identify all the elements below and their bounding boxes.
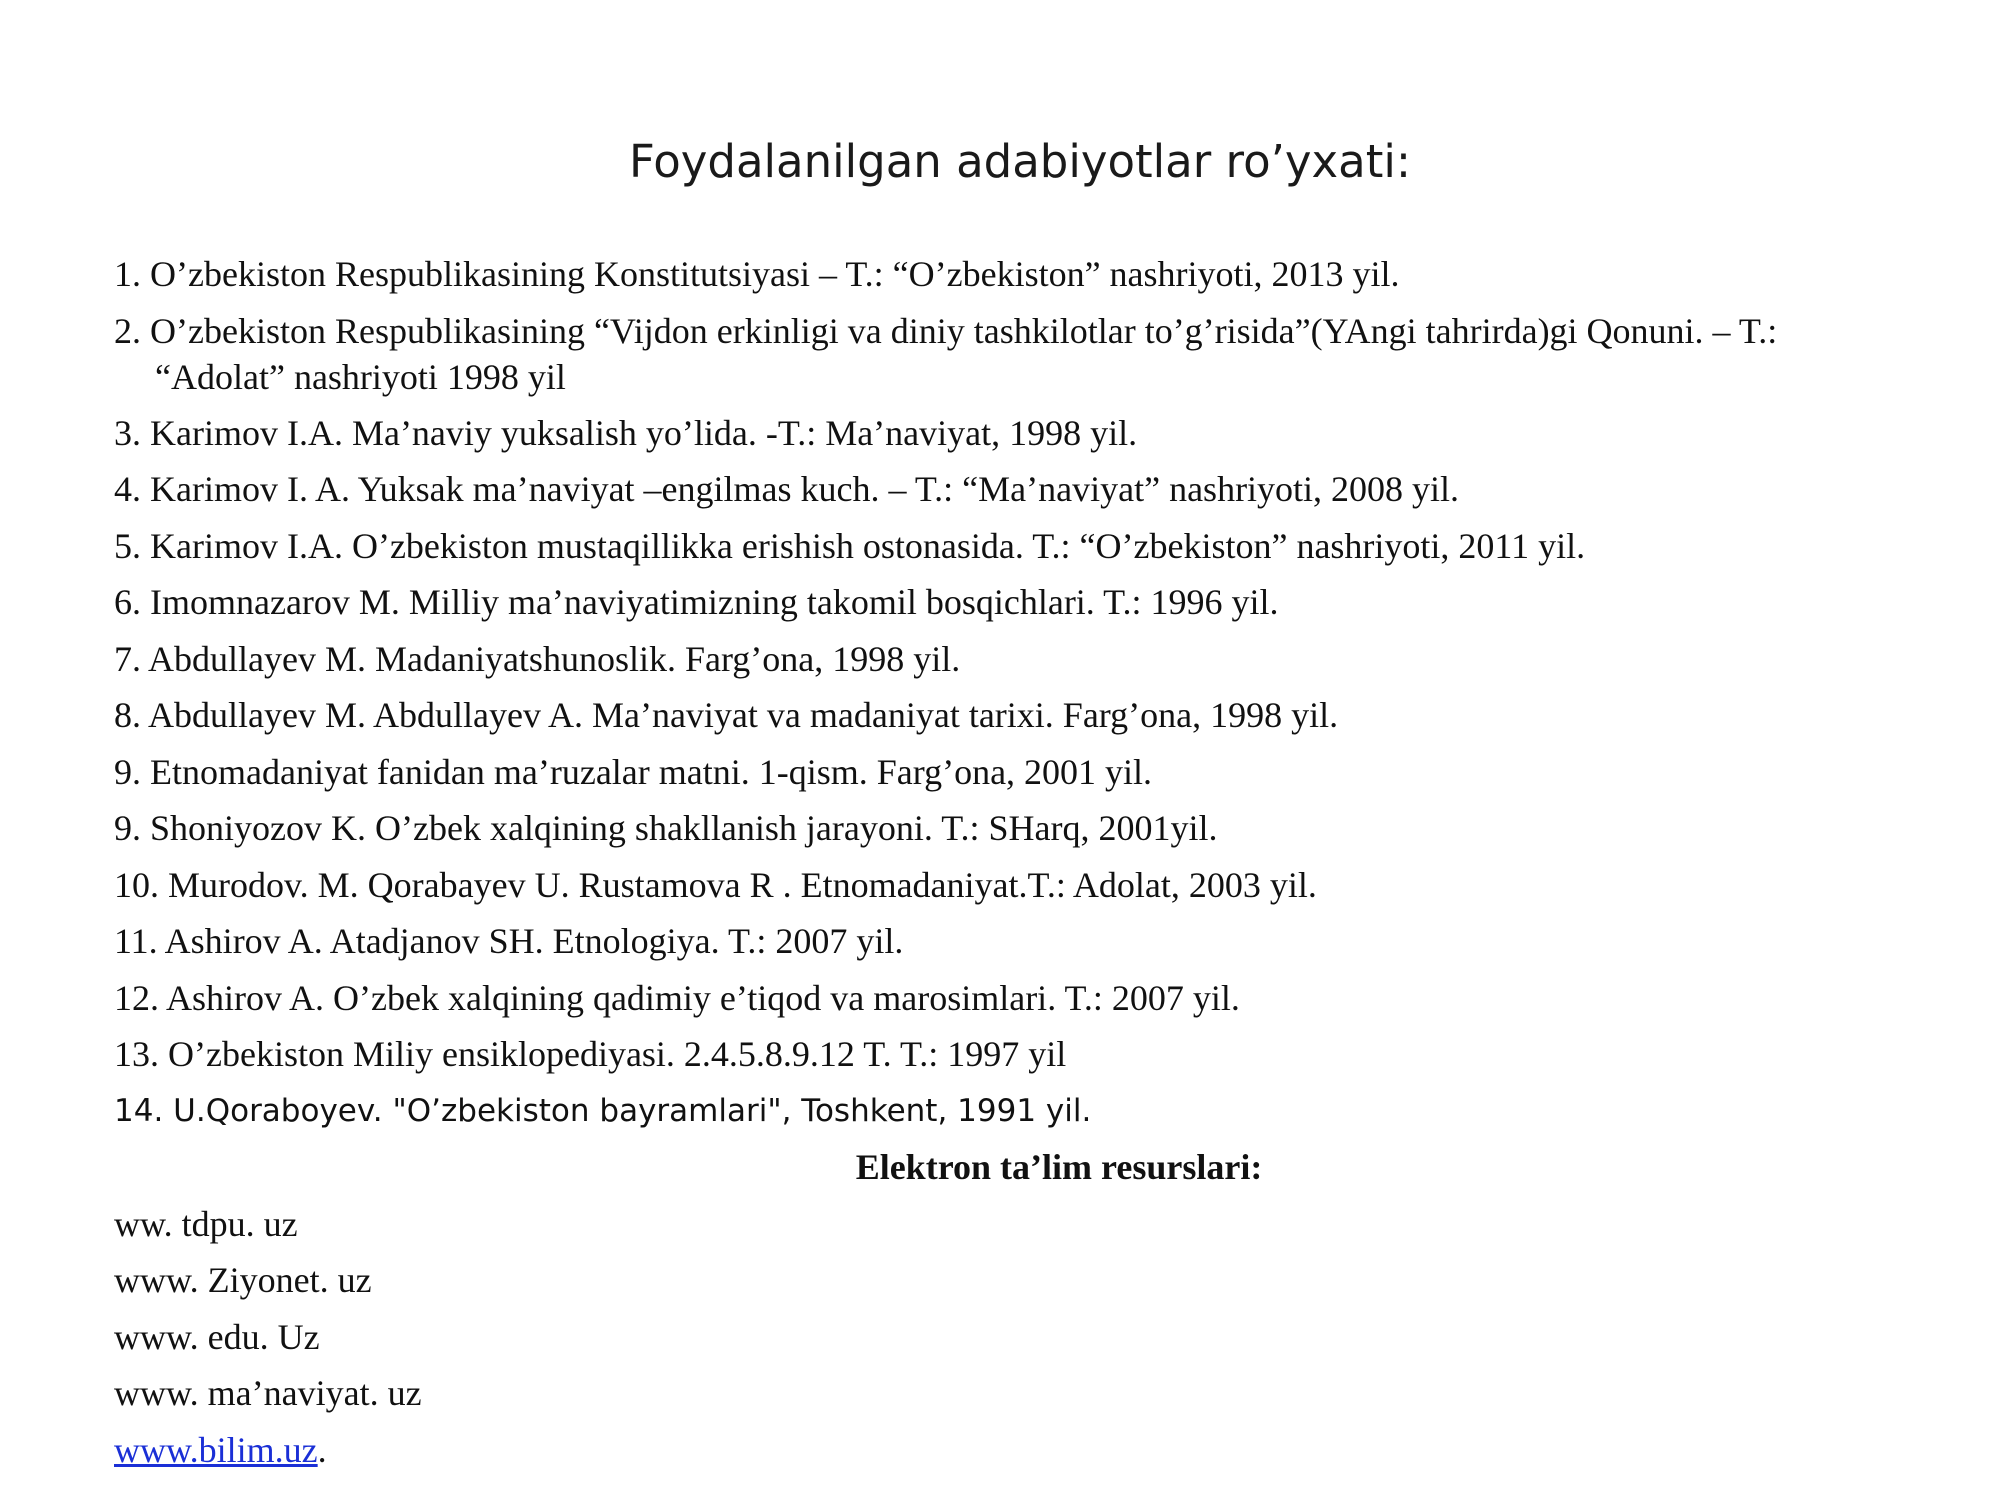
- reference-item-14: 14. U.Qoraboyev. "O’zbekiston bayramlari", Toshkent, 1991 yil.: [114, 1092, 1092, 1129]
- resources-heading: Elektron ta’lim resurslari:: [855, 1147, 1263, 1187]
- resource-item-bilim: [114, 1422, 1914, 1479]
- resource-item-manaviyat: www. ma’naviyat. uz: [114, 1373, 422, 1413]
- reference-item-5: 5. Karimov I.A. O’zbekiston mustaqillikka erishish ostonasida. T.: “O’zbekiston” nashriyoti, 2011 yil.: [114, 525, 1586, 566]
- reference-item-4: 4. Karimov I. A. Yuksak ma’naviyat –engilmas kuch. – T.: “Ma’naviyat” nashriyoti, 2008 yil.: [114, 469, 1460, 509]
- resource-item-edu: www. edu. Uz: [114, 1316, 320, 1357]
- resource-item-tdpu: ww. tdpu. uz: [114, 1203, 298, 1244]
- reference-item-7: 7. Abdullayev M. Madaniyatshunoslik. Farg’ona, 1998 yil.: [114, 638, 961, 679]
- reference-item-2: 2. O’zbekiston Respublikasining “Vijdon erkinligi va diniy tashkilotlar to’g’risida”(YAngi tahrirda)gi Qonuni. – T.: “Adolat” nashriyoti 1998 yil: [114, 310, 1778, 397]
- reference-item-3: 3. Karimov I.A. Ma’naviy yuksalish yo’lida. -T.: Ma’naviyat, 1998 yil.: [114, 412, 1138, 453]
- reference-item-1: 1. O’zbekiston Respublikasining Konstitutsiyasi – T.: “O’zbekiston” nashriyoti, 2013 yil.: [114, 254, 1400, 294]
- references-list: [114, 246, 1914, 1478]
- reference-item-12: 12. Ashirov A. O’zbek xalqining qadimiy e’tiqod va marosimlari. T.: 2007 yil.: [114, 977, 1240, 1018]
- reference-item-13: 13. O’zbekiston Miliy ensiklopediyasi. 2.4.5.8.9.12 T. T.: 1997 yil: [114, 1034, 1067, 1074]
- reference-item-9b: 9. Shoniyozov K. O’zbek xalqining shakllanish jarayoni. T.: SHarq, 2001yil.: [114, 808, 1218, 848]
- reference-item-11: 11. Ashirov A. Atadjanov SH. Etnologiya. T.: 2007 yil.: [114, 921, 904, 961]
- reference-item-6: 6. Imomnazarov M. Milliy ma’naviyatimizning takomil bosqichlari. T.: 1996 yil.: [114, 582, 1279, 622]
- reference-item-9a: 9. Etnomadaniyat fanidan ma’ruzalar matni. 1-qism. Farg’ona, 2001 yil.: [114, 751, 1153, 792]
- reference-item-8: 8. Abdullayev M. Abdullayev A. Ma’naviyat va madaniyat tarixi. Farg’ona, 1998 yil.: [114, 695, 1339, 735]
- bilim-link[interactable]: www.bilim.uz: [114, 1429, 318, 1470]
- reference-item-10: 10. Murodov. M. Qorabayev U. Rustamova R . Etnomadaniyat.T.: Adolat, 2003 yil.: [114, 864, 1317, 905]
- link-trailing-period: .: [317, 1429, 327, 1470]
- page-title: Foydalanilgan adabiyotlar ro’yxati:: [628, 135, 1412, 188]
- resource-item-ziyonet: www. Ziyonet. uz: [114, 1260, 372, 1300]
